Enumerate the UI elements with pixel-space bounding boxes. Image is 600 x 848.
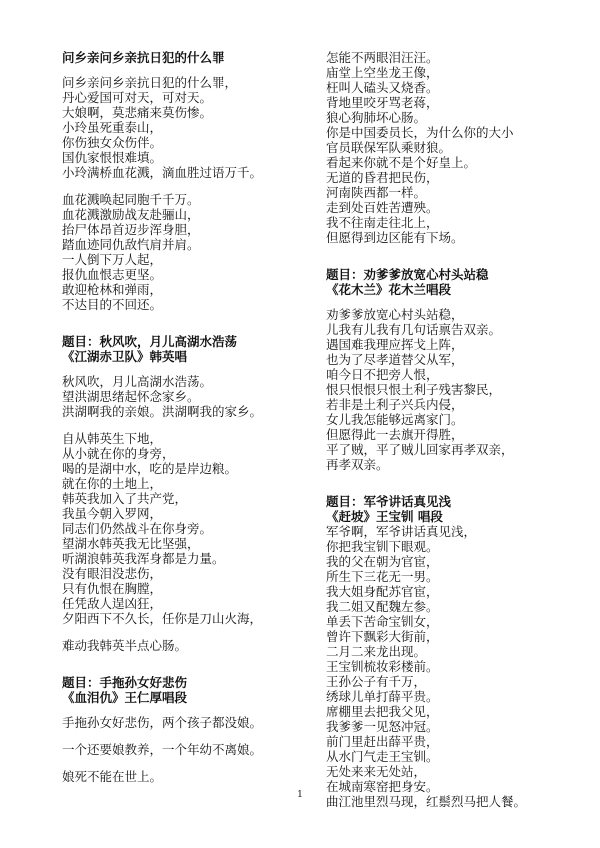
lyric-line: 难动我韩英半点心肠。 <box>62 638 188 653</box>
lyric-line: 遇国难我理应挥戈上阵， <box>326 337 464 352</box>
section-title-sub: 《花木兰》花木兰唱段 <box>326 282 452 297</box>
lyric-line: 我爹爹一见怒冲冠。 <box>326 719 439 734</box>
lyric-line: 怎能不两眼泪汪汪。 <box>326 50 439 65</box>
lyric-line: 你伤独女众伤伴。 <box>62 135 163 150</box>
lyric-line: 手拖孙女好悲伤，两个孩子都没娘。 <box>62 715 263 730</box>
lyric-line: 也为了尽孝道替父从军， <box>326 352 464 367</box>
stanza <box>62 638 312 653</box>
lyric-line: 血花溅激励战友赴骊山， <box>62 207 200 222</box>
lyric-line: 秋风吹，月儿高湖水浩荡。 <box>62 374 213 389</box>
lyric-line: 不达目的不回还。 <box>62 297 163 312</box>
lyric-line: 从小就在你的身旁， <box>62 446 175 461</box>
lyric-line: 问乡亲问乡亲抗日犯的什么罪， <box>62 75 238 90</box>
lyric-line: 韩英我加入了共产党， <box>62 491 188 506</box>
stanza <box>62 769 312 784</box>
lyric-line: 国仇家恨恨难填。 <box>62 150 163 165</box>
lyric-line: 曲江池里烈马现，红鬃烈马把人餐。 <box>326 794 527 809</box>
lyric-line: 但愿得到边区能有下场。 <box>326 230 464 245</box>
lyric-line: 但愿得此一去旗开得胜， <box>326 427 464 442</box>
lyric-line: 若非是土利子兴兵内侵， <box>326 397 464 412</box>
lyric-line: 一个还要娘教养，一个年幼不离娘。 <box>62 742 263 757</box>
section-title-main: 题目：秋风吹，月儿高湖水浩荡 <box>62 334 238 349</box>
lyric-line: 我大姐身配苏官宦， <box>326 584 439 599</box>
lyric-line: 枉叫人磕头又烧香。 <box>326 80 439 95</box>
lyric-line: 在城南寒窑把身安。 <box>326 779 439 794</box>
stanza <box>62 192 312 312</box>
lyric-line: 没有眼泪没悲伤， <box>62 566 163 581</box>
lyric-line: 望洪湖思绪起怀念家乡。 <box>62 389 200 404</box>
section-title-main: 题目：劝爹爹放宽心村头站稳 <box>326 267 489 282</box>
lyric-line: 就在你的土地上， <box>62 476 163 491</box>
lyric-line: 一人倒下万人起， <box>62 252 163 267</box>
section-title: 问乡亲问乡亲抗日犯的什么罪 <box>62 50 225 65</box>
stanza <box>62 75 312 180</box>
lyric-line: 只有仇恨在胸膛， <box>62 581 163 596</box>
section-wenxiangqin <box>62 50 312 312</box>
lyric-line: 曾许下飘彩大街前， <box>326 629 439 644</box>
lyric-line: 王宝钏梳妆彩楼前。 <box>326 659 439 674</box>
lyric-line: 席棚里去把我父见， <box>326 704 439 719</box>
lyric-line: 我虽今朝入罗网， <box>62 506 163 521</box>
lyric-line: 报仇血恨志更坚。 <box>62 267 163 282</box>
lyric-line: 走到处百姓苦遭殃。 <box>326 200 439 215</box>
lyric-line: 官员联保军队乘财狼。 <box>326 140 452 155</box>
lyric-line: 劝爹爹放宽心村头站稳， <box>326 307 464 322</box>
lyric-line: 自从韩英生下地， <box>62 431 163 446</box>
lyric-line: 洪湖啊我的亲娘。洪湖啊我的家乡。 <box>62 404 263 419</box>
section-title-sub: 《赶坡》王宝钏 唱段 <box>326 509 443 524</box>
lyric-line: 儿我有儿我有几句话禀告双亲。 <box>326 322 502 337</box>
right-column <box>326 50 576 831</box>
lyric-line: 我的父在朝为官宦， <box>326 554 439 569</box>
stanza <box>326 524 576 809</box>
section-title-sub: 《血泪仇》王仁厚唱段 <box>62 690 188 705</box>
section-title-main: 题目：手拖孙女好悲伤 <box>62 675 188 690</box>
stanza <box>326 307 576 472</box>
lyric-line: 小玲虽死重泰山， <box>62 120 163 135</box>
lyric-line: 二月二来龙出现。 <box>326 644 427 659</box>
lyric-line: 从水门气走王宝钏。 <box>326 749 439 764</box>
left-column <box>62 50 312 806</box>
lyric-line: 咱今日不把旁人恨， <box>326 367 439 382</box>
section-title <box>326 494 576 524</box>
lyric-line: 大娘啊，莫悲痛来莫伤惨。 <box>62 105 213 120</box>
section-junye <box>326 494 576 809</box>
lyric-line: 望湖水韩英我无比坚强， <box>62 536 200 551</box>
lyric-line: 绣球儿单打薛平贵。 <box>326 689 439 704</box>
stanza <box>62 374 312 419</box>
lyric-line: 前门里赶出薛平贵， <box>326 734 439 749</box>
lyric-line: 恨只恨恨只恨土利子残害黎民， <box>326 382 502 397</box>
lyric-line: 踏血迹同仇敌忾肩并肩。 <box>62 237 200 252</box>
lyric-line: 所生下三花无一男。 <box>326 569 439 584</box>
lyric-line: 血花溅唤起同胞千千万。 <box>62 192 200 207</box>
lyric-line: 我不往南走往北上， <box>326 215 439 230</box>
section-title-main: 题目：军爷讲话真见浅 <box>326 494 452 509</box>
lyric-line: 娘死不能在世上。 <box>62 769 163 784</box>
lyric-line: 小玲满桥血花溅，滴血胜过语万千。 <box>62 165 263 180</box>
lyric-line: 河南陕西都一样。 <box>326 185 427 200</box>
section-shoutuosunnv <box>62 675 312 784</box>
lyric-line: 无道的昏君把民伤， <box>326 170 439 185</box>
lyric-line: 王孙公子有千万， <box>326 674 427 689</box>
lyric-line: 平了贼，平了贼儿回家再孝双亲， <box>326 442 514 457</box>
section-qiufengchui <box>62 334 312 653</box>
lyric-line: 丹心爱国可对天，可对天。 <box>62 90 213 105</box>
lyric-line: 单丢下苦命宝钏女， <box>326 614 439 629</box>
section-title <box>326 267 576 297</box>
section-title <box>62 675 312 705</box>
page-number: 1 <box>297 790 303 800</box>
stanza <box>62 715 312 730</box>
lyric-line: 庙堂上空坐龙王像， <box>326 65 439 80</box>
lyric-line: 背地里咬牙骂老蒋， <box>326 95 439 110</box>
lyric-line: 军爷啊，军爷讲话真见浅， <box>326 524 477 539</box>
lyric-line: 你把我宝钏下眼观。 <box>326 539 439 554</box>
lyric-line: 你是中国委员长，为什么你的大小 <box>326 125 514 140</box>
stanza <box>326 50 576 245</box>
lyric-line: 无处来来无处站， <box>326 764 427 779</box>
lyric-line: 夕阳西下不久长，任你是刀山火海， <box>62 611 263 626</box>
lyric-line: 看起来你就不是个好皇上。 <box>326 155 477 170</box>
section-quandiedie <box>326 267 576 472</box>
lyric-line: 敢迎枪林和弹雨， <box>62 282 163 297</box>
lyric-line: 我二姐又配魏左参。 <box>326 599 439 614</box>
lyric-line: 同志们仍然战斗在你身旁。 <box>62 521 213 536</box>
lyric-line: 再孝双亲。 <box>326 457 389 472</box>
section-title-sub: 《江湖赤卫队》韩英唱 <box>62 349 188 364</box>
lyric-line: 任凭敌人逞凶狂， <box>62 596 163 611</box>
section-title <box>62 334 312 364</box>
lyric-line: 狼心狗肺坏心肠。 <box>326 110 427 125</box>
lyric-line: 女儿我怎能够远离家门。 <box>326 412 464 427</box>
stanza <box>62 742 312 757</box>
lyric-line: 喝的是湖中水，吃的是岸边粮。 <box>62 461 238 476</box>
lyric-line: 抬尸体昂首迈步浑身胆， <box>62 222 200 237</box>
lyric-line: 听湖浪韩英我浑身都是力量。 <box>62 551 225 566</box>
section-continuation <box>326 50 576 245</box>
stanza <box>62 431 312 626</box>
